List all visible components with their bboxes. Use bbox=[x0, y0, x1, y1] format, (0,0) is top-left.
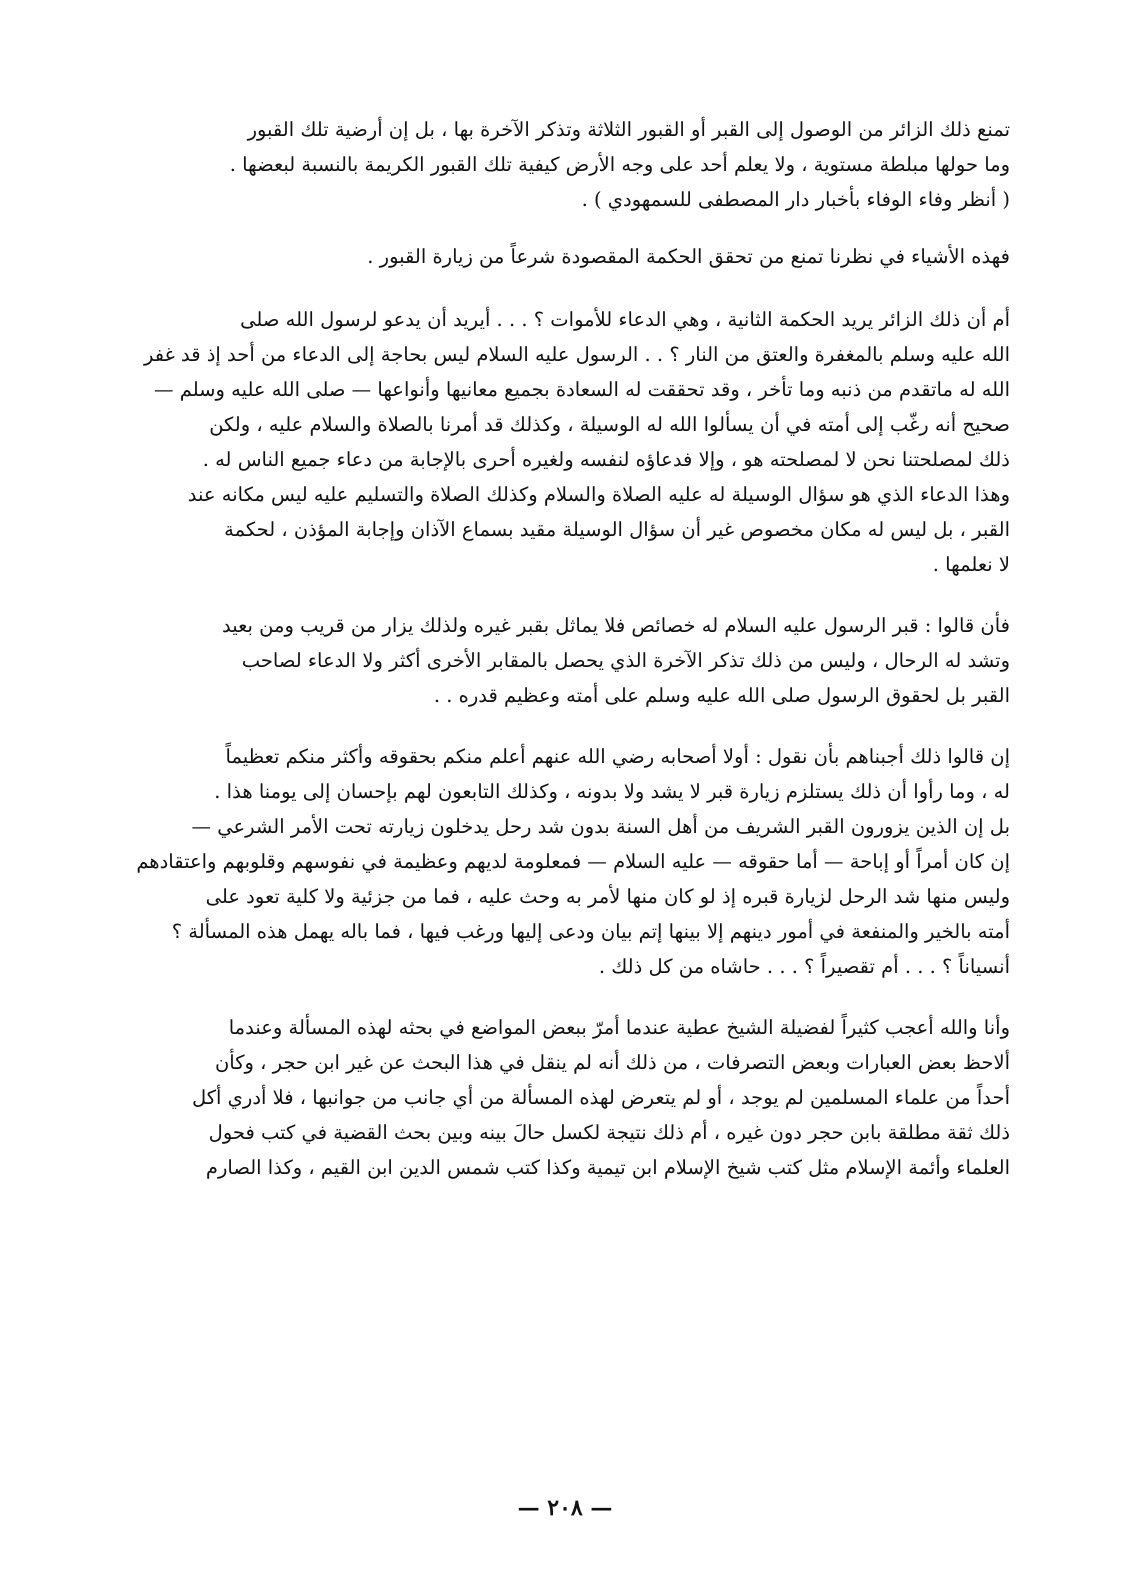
paragraph-1 bbox=[92, 112, 1010, 217]
text-line: تمنع ذلك الزائر من الوصول إلى القبر أو القبور الثلاثة وتذكر الآخرة بها ، بل إن أرضية تلك القبور bbox=[247, 118, 1010, 141]
text-line: له ، وما رأوا أن ذلك يستلزم زيارة قبر لا يشد ولا بدونه ، وكذلك التابعون لهم بإحسان إلى يومنا هذا . bbox=[214, 780, 1010, 803]
text-line: وتشد له الرحال ، وليس من ذلك تذكر الآخرة الذي يحصل بالمقابر الأخرى أكثر ولا الدعاء لصاحب bbox=[241, 649, 1010, 672]
paragraph-3 bbox=[92, 302, 1010, 582]
text-line: القبر ، بل ليس له مكان مخصوص غير أن سؤال الوسيلة مقيد بسماع الآذان وإجابة المؤذن ، لحكمة bbox=[224, 518, 1010, 541]
text-line: الله عليه وسلم بالمغفرة والعتق من النار ؟ . . الرسول عليه السلام ليس بحاجة إلى الدعاء من أحد إذ قد غفر bbox=[143, 343, 1010, 366]
text-line: وهذا الدعاء الذي هو سؤال الوسيلة له عليه الصلاة والسلام وكذلك الصلاة والتسليم عليه ليس مكانه عند bbox=[187, 483, 1010, 506]
paragraph-5 bbox=[92, 739, 1010, 984]
text-line: فهذه الأشياء في نظرنا تمنع من تحقق الحكمة المقصودة شرعاً من زيارة القبور . bbox=[367, 245, 1010, 268]
text-line: أنسياناً ؟ . . . أم تقصيراً ؟ . . . حاشاه من كل ذلك . bbox=[598, 955, 1010, 978]
page-number: — ٢٠٨ — bbox=[517, 1495, 613, 1521]
text-line: ذلك ثقة مطلقة بابن حجر دون غيره ، أم ذلك نتيجة لكسل حالَ بينه وبين بحث القضية في كتب فحول bbox=[208, 1121, 1010, 1144]
text-line: أم أن ذلك الزائر يريد الحكمة الثانية ، وهي الدعاء للأموات ؟ . . . أيريد أن يدعو لرسول الله صلى bbox=[240, 308, 1010, 331]
text-line: فأن قالوا : قبر الرسول عليه السلام له خصائص فلا يماثل بقبر غيره ولذلك يزار من قريب ومن بعيد bbox=[222, 614, 1010, 637]
text-line: وليس منها شد الرحل لزيارة قبره إذ لو كان منها لأمر به وحث عليه ، فما من جزئية ولا كلية تعود على bbox=[205, 885, 1010, 908]
page-body bbox=[92, 112, 1010, 1185]
text-line: إن كان أمراً أو إباحة — أما حقوقه — عليه السلام — فمعلومة لديهم وعظيمة في نفوسهم وقلوبهم واعتقادهم bbox=[136, 850, 1010, 873]
paragraph-6 bbox=[92, 1010, 1010, 1185]
text-line: العلماء وأئمة الإسلام مثل كتب شيخ الإسلام ابن تيمية وكذا كتب شمس الدين ابن القيم ، وكذا الصارم bbox=[205, 1156, 1010, 1179]
text-line: صحيح أنه رغّب إلى أمته في أن يسألوا الله له الوسيلة ، وكذلك قد أمرنا بالصلاة والسلام عليه ، ولكن bbox=[209, 413, 1010, 436]
text-line: الله له ماتقدم من ذنبه وما تأخر ، وقد تحققت له السعادة بجميع معانيها وأنواعها — صلى الله عليه وسلم — bbox=[154, 378, 1010, 401]
text-line: ( أنظر وفاء الوفاء بأخبار دار المصطفى للسمهودي ) . bbox=[581, 188, 1010, 211]
text-line: أحداً من علماء المسلمين لم يوجد ، أو لم يتعرض لهذه المسألة من أي جانب من جوانبها ، فلا أدري أكل bbox=[191, 1086, 1010, 1109]
text-line: ألاحظ بعض العبارات وبعض التصرفات ، من ذلك أنه لم ينقل في هذا البحث عن غير ابن حجر ، وكأن bbox=[214, 1051, 1010, 1074]
paragraph-2 bbox=[92, 239, 1010, 274]
text-line: إن قالوا ذلك أجبناهم بأن نقول : أولا أصحابه رضي الله عنهم أعلم منكم بحقوقه وأكثر منكم تعظيماً bbox=[225, 745, 1010, 768]
text-line: ذلك لمصلحتنا نحن لا لمصلحته هو ، وإلا فدعاؤه لنفسه ولغيره أحرى بالإجابة من دعاء جميع الناس له . bbox=[202, 448, 1010, 471]
text-line: لا نعلمها . bbox=[932, 553, 1010, 576]
paragraph-4 bbox=[92, 608, 1010, 713]
text-line: وأنا والله أعجب كثيراً لفضيلة الشيخ عطية عندما أمرّ ببعض المواضع في بحثه لهذه المسألة وعندما bbox=[228, 1016, 1010, 1039]
text-line: وما حولها مبلطة مستوية ، ولا يعلم أحد على وجه الأرض كيفية تلك القبور الكريمة بالنسبة لبعضها . bbox=[229, 153, 1010, 176]
text-line: بل إن الذين يزورون القبر الشريف من أهل السنة بدون شد رحل يدخلون زيارته تحت الأمر الشرعي — bbox=[191, 815, 1010, 838]
text-line: أمته بالخير والمنفعة في أمور دينهم إلا بينها إتم بيان ودعى إليها ورغب فيها ، فما باله يهمل هذه المسألة ؟ bbox=[171, 920, 1010, 943]
text-line: القبر بل لحقوق الرسول صلى الله عليه وسلم على أمته وعظيم قدره . . bbox=[433, 684, 1010, 707]
